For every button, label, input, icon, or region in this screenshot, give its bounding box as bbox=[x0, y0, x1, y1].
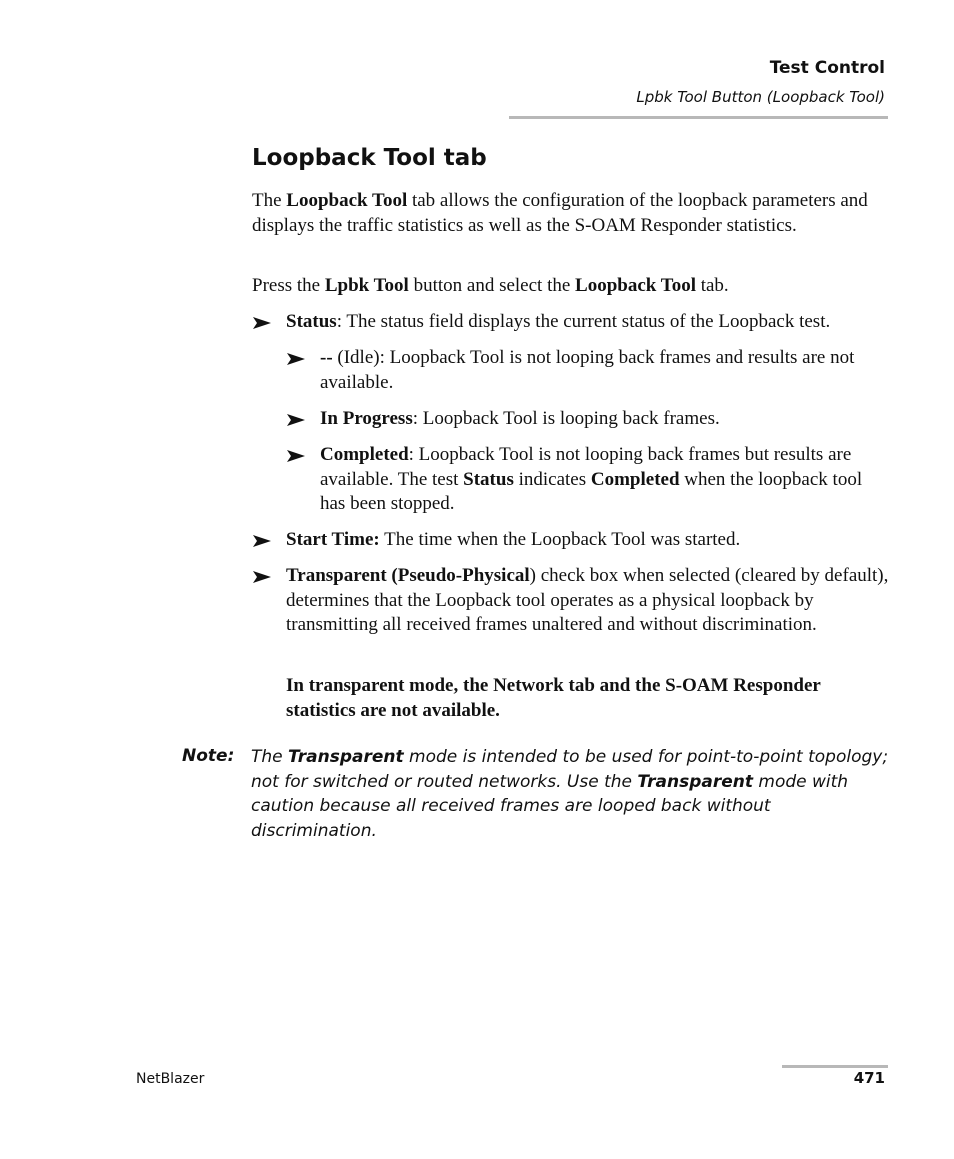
note-transparent-term: Transparent bbox=[637, 771, 753, 792]
status-description: : The status field displays the current status of the Loopback test. bbox=[336, 311, 831, 332]
start-time-term: Start Time: bbox=[286, 529, 380, 550]
footer-product-name: NetBlazer bbox=[136, 1071, 205, 1087]
transparent-warning: In transparent mode, the Network tab and the S-OAM Responder statistics are not available. bbox=[286, 675, 821, 721]
arrowhead-bullet-icon bbox=[252, 313, 272, 333]
arrowhead-bullet-icon bbox=[286, 446, 306, 466]
note-text-part: mode is intended to be used for point-to-point topology; not for switched or routed networks. Use the bbox=[251, 747, 889, 792]
note-text bbox=[251, 745, 891, 843]
bullet-transparent-text bbox=[286, 564, 892, 638]
instruction-text: Press the bbox=[252, 275, 325, 296]
subbullet-idle-text bbox=[320, 346, 892, 395]
arrowhead-bullet-icon bbox=[286, 410, 306, 430]
bullet-status-text bbox=[286, 310, 892, 335]
note-label: Note: bbox=[182, 746, 235, 766]
loopback-tool-term: Loopback Tool bbox=[575, 275, 696, 296]
header-divider bbox=[509, 116, 888, 119]
transparent-term: Transparent (Pseudo-Physical bbox=[286, 565, 530, 586]
arrowhead-bullet-icon bbox=[286, 349, 306, 369]
status-term-inline: Status bbox=[463, 468, 514, 490]
instruction-paragraph bbox=[252, 274, 892, 299]
section-title: Loopback Tool tab bbox=[252, 145, 487, 171]
completed-term-inline: Completed bbox=[590, 468, 680, 490]
note-text-part: The bbox=[251, 747, 289, 767]
arrowhead-bullet-icon bbox=[252, 567, 272, 587]
status-term: Status bbox=[286, 311, 337, 332]
footer-divider bbox=[782, 1065, 888, 1068]
in-progress-term: In Progress bbox=[320, 408, 413, 429]
intro-bold-term: Loopback Tool bbox=[286, 190, 408, 211]
arrowhead-bullet-icon bbox=[252, 531, 272, 551]
completed-description: : Loopback Tool is not looping back frames but results are available. The test bbox=[320, 444, 852, 490]
completed-description: when the loopback tool has been stopped. bbox=[320, 468, 863, 514]
bullet-start-time-text bbox=[286, 528, 892, 553]
transparent-description: ) check box when selected (cleared by default), determines that the Loopback tool operates as a physical loopback by transmitting all received frames unaltered and without discrimination. bbox=[286, 565, 889, 635]
idle-term: -- bbox=[320, 347, 333, 368]
running-header-subtitle: Lpbk Tool Button (Loopback Tool) bbox=[636, 88, 885, 106]
page-number: 471 bbox=[853, 1069, 885, 1087]
completed-term: Completed bbox=[320, 444, 409, 465]
start-time-description: The time when the Loopback Tool was started. bbox=[379, 529, 741, 550]
intro-paragraph bbox=[252, 189, 892, 238]
instruction-text: tab. bbox=[695, 275, 729, 296]
lpbk-tool-term: Lpbk Tool bbox=[324, 275, 409, 296]
in-progress-description: : Loopback Tool is looping back frames. bbox=[412, 408, 720, 429]
note-transparent-term: Transparent bbox=[288, 747, 404, 767]
intro-text: The bbox=[252, 190, 287, 211]
note-text-part: mode with caution because all received frames are looped back without discrimination. bbox=[251, 771, 849, 841]
subbullet-completed-text bbox=[320, 443, 892, 517]
intro-text: tab allows the configuration of the loopback parameters and displays the traffic statistics as well as the S-OAM Responder statistics. bbox=[252, 190, 868, 236]
running-header-title: Test Control bbox=[769, 58, 885, 78]
idle-description: (Idle): Loopback Tool is not looping back frames and results are not available. bbox=[320, 347, 855, 393]
completed-description: indicates bbox=[513, 468, 591, 490]
subbullet-in-progress-text bbox=[320, 407, 892, 432]
instruction-text: button and select the bbox=[408, 275, 576, 296]
